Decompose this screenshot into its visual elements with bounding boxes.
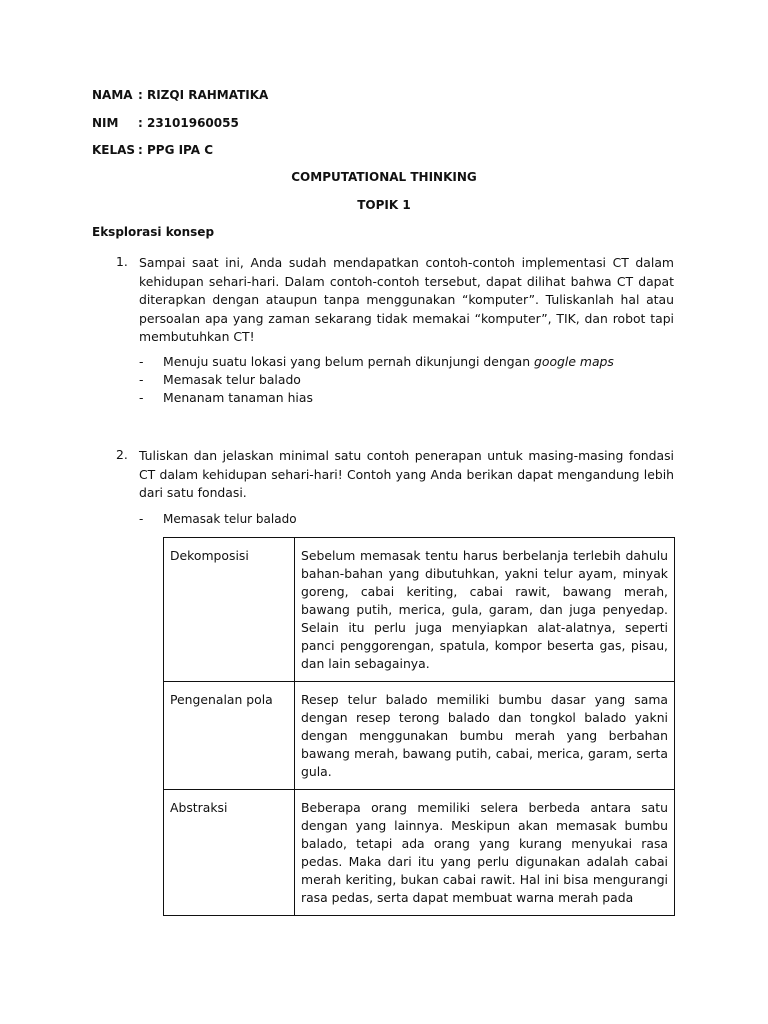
nim-row bbox=[92, 116, 239, 130]
description-cell: Sebelum memasak tentu harus berbelanja terlebih dahulu bahan-bahan yang dibutuhkan, yakni telur ayam, minyak goreng, cabai keriting, cabai rawit, bawang merah, bawang putih, merica, gula, garam, dan juga penyedap. Selain itu perlu juga menyiapkan alat-alatnya, seperti panci penggorengan, spatula, kompor beserta gas, pisau, dan lain sebagainya. bbox=[295, 538, 675, 682]
description-cell: Beberapa orang memiliki selera berbeda antara satu dengan yang lainnya. Meskipun akan memasak bumbu balado, tetapi ada orang yang kurang menyukai rasa pedas. Maka dari itu yang perlu digunakan adalah cabai merah keriting, bukan cabai rawit. Hal ini bisa mengurangi rasa pedas, serta dapat membuat warna merah pada bbox=[295, 790, 675, 916]
table-row bbox=[164, 538, 675, 682]
question2-text bbox=[139, 447, 674, 503]
answer-item: - Menuju suatu lokasi yang belum pernah dikunjungi dengan google maps bbox=[139, 354, 614, 369]
question1-number: 1. bbox=[116, 254, 128, 269]
ct-foundation-table bbox=[163, 537, 675, 916]
question1-body: Sampai saat ini, Anda sudah mendapatkan contoh-contoh implementasi CT dalam kehidupan sehari-hari. Dalam contoh-contoh tersebut, dapat dilihat bahwa CT dapat diterapkan dengan ataupun tanpa menggunakan “komputer”. Tuliskanlah hal atau persoalan apa yang zaman sekarang tidak memakai “komputer”, TIK, dan robot tapi membutuhkan CT! bbox=[139, 255, 674, 345]
foundation-cell: Abstraksi bbox=[164, 790, 295, 916]
answer-item: - Memasak telur balado bbox=[139, 372, 301, 387]
example-item: - Memasak telur balado bbox=[139, 512, 297, 526]
nama-label: NAMA bbox=[92, 88, 133, 102]
table-row bbox=[164, 790, 675, 916]
answer-text: Memasak telur balado bbox=[163, 372, 301, 387]
kelas-value: : PPG IPA C bbox=[138, 143, 214, 157]
nim-value: : 23101960055 bbox=[138, 116, 239, 130]
example-text: Memasak telur balado bbox=[163, 512, 297, 526]
question1-text bbox=[139, 254, 674, 347]
kelas-row bbox=[92, 143, 213, 157]
topic-heading: TOPIK 1 bbox=[357, 198, 411, 212]
answer-text: Menanam tanaman hias bbox=[163, 390, 313, 405]
foundation-cell: Dekomposisi bbox=[164, 538, 295, 682]
answer-item: - Menanam tanaman hias bbox=[139, 390, 313, 405]
question2-number: 2. bbox=[116, 447, 128, 462]
table-row bbox=[164, 682, 675, 790]
foundation-cell: Pengenalan pola bbox=[164, 682, 295, 790]
section-heading: Eksplorasi konsep bbox=[92, 225, 215, 239]
question2-body: Tuliskan dan jelaskan minimal satu contoh penerapan untuk masing-masing fondasi CT dalam kehidupan sehari-hari! Contoh yang Anda berikan dapat mengandung lebih dari satu fondasi. bbox=[139, 448, 674, 501]
nama-value: : RIZQI RAHMATIKA bbox=[138, 88, 269, 102]
kelas-label: KELAS bbox=[92, 143, 136, 157]
document-title: COMPUTATIONAL THINKING bbox=[291, 170, 477, 184]
nim-label: NIM bbox=[92, 116, 119, 130]
answer-text: Menuju suatu lokasi yang belum pernah dikunjungi dengan bbox=[163, 354, 534, 369]
answer-italic: google maps bbox=[534, 354, 614, 369]
nama-row bbox=[92, 88, 268, 102]
description-cell: Resep telur balado memiliki bumbu dasar yang sama dengan resep terong balado dan tongkol balado yakni dengan menggunakan bumbu merah yang berbahan bawang merah, bawang putih, cabai, merica, garam, serta gula. bbox=[295, 682, 675, 790]
